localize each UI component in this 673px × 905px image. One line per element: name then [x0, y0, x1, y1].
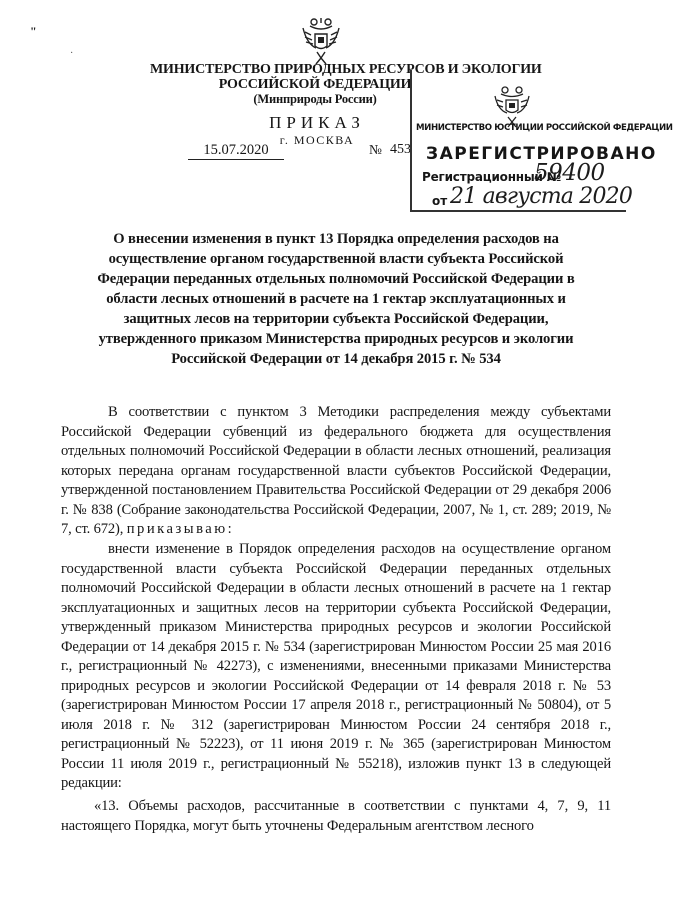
order-date: 15.07.2020 [188, 142, 284, 160]
stamp-coat-of-arms-icon [492, 84, 532, 128]
stamp-date-label: от [432, 194, 448, 208]
paragraph-new-clause [61, 797, 611, 836]
coat-of-arms-icon [300, 14, 342, 66]
document-title: О внесении изменения в пункт 13 Порядка определения расходов на осуществление органом государственной власти субъекта Российской Федерации переданных отдельных полномочий Российской Федерации в области лесных отношений в расчете на 1 гектар эксплуатационных и защитных лесов на территории субъекта Российской Федерации, утвержденного приказом Министерства природных ресурсов и экологии Российской Федерации от 14 декабря 2015 г. № 534 [97, 231, 575, 367]
paragraph-amendment [61, 540, 611, 794]
preamble-text: В соответствии с пунктом 3 Методики распределения между субъектами Российской Федерации субвенций из федерального бюджета для осуществления отдельных полномочий Российской Федерации в области лесных отношений, реализация которых передана органам государственной власти субъектов Российской Федерации, утвержденной постановлением Правительства Российской Федерации от 29 декабря 2006 г. № 838 (Собрание законодательства Российской Федерации, 2007, № 1, ст. 289; 2019, № 7, ст. 672), [61, 404, 611, 537]
ministry-short-name: (Минприроды России) [253, 92, 377, 106]
order-title: ПРИКАЗ [269, 113, 365, 132]
order-city: г. МОСКВА [279, 133, 355, 147]
stamp-registered-label: ЗАРЕГИСТРИРОВАНО [426, 144, 657, 164]
scan-mark: " [30, 24, 37, 38]
stamp-registration-number-label: Регистрационный № [422, 170, 561, 184]
stamp-registration-number: 59400 [534, 160, 605, 186]
amendment-text: внести изменение в Порядок определения расходов на осуществление органом государственной власти субъекта Российской Федерации переданных отдельных полномочий Российской Федерации в области лесных отношений в расчете на 1 гектар эксплуатационных и защитных лесов на территории субъекта Российской Федерации, утвержденный приказом Министерства природных ресурсов и экологии Российской Федерации от 14 декабря 2015 г. № 534 (зарегистрирован Минюстом России 25 мая 2016 г., регистрационный № 42273), с изменениями, внесенными приказами Министерства природных ресурсов и экологии Российской Федерации от 14 февраля 2018 г. № 53 (зарегистрирован Минюстом России 17 апреля 2018 г., регистрационный № 50804), от 5 июля 2018 г. № 312 (зарегистрирован Минюстом России 24 сентября 2018 г., регистрационный № 52223), от 11 июня 2019 г. № 365 (зарегистрирован Минюстом России 11 июля 2019 г., регистрационный № 55218), изложив пункт 13 в следующей редакции: [61, 541, 611, 791]
ministry-name-line1: МИНИСТЕРСТВО ПРИРОДНЫХ РЕСУРСОВ И ЭКОЛОГИИ [150, 62, 542, 77]
ministry-name-line2: РОССИЙСКОЙ ФЕДЕРАЦИИ [218, 77, 412, 92]
order-directive: приказываю: [126, 521, 235, 537]
order-number: 453 [390, 142, 411, 157]
stamp-organization: МИНИСТЕРСТВО ЮСТИЦИИ РОССИЙСКОЙ ФЕДЕРАЦИИ [416, 123, 673, 133]
order-number-sign: № [369, 142, 382, 157]
stamp-handwritten-date: 21 августа 2020 [450, 184, 633, 209]
paragraph-preamble [61, 403, 611, 540]
scan-dot: · [70, 48, 74, 59]
new-clause-text: «13. Объемы расходов, рассчитанные в соответствии с пунктами 4, 7, 9, 11 настоящего Порядка, могут быть уточнены Федеральным агентством лесного [61, 798, 611, 834]
